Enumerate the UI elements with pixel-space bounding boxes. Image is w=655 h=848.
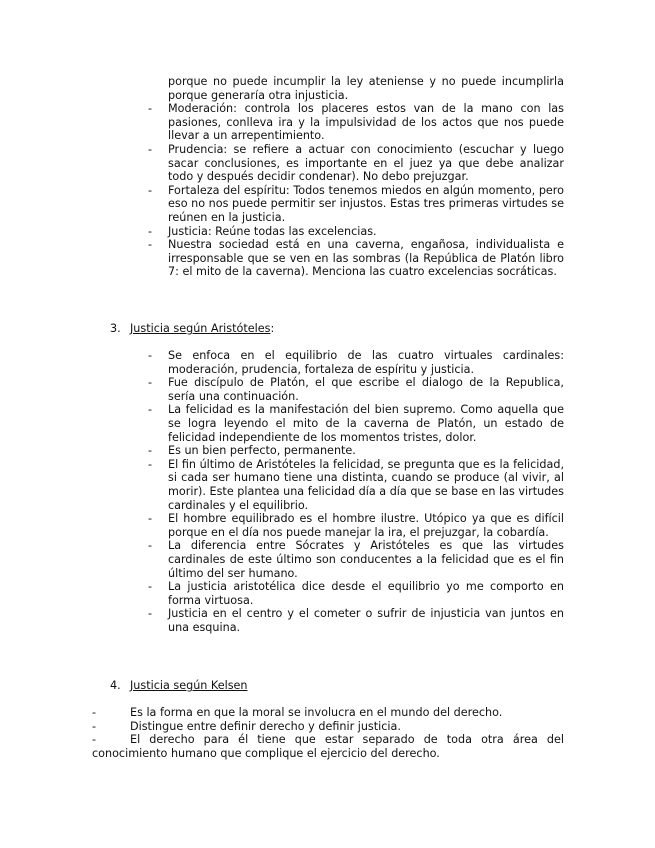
section-4-heading (110, 679, 248, 693)
section-2-list (148, 75, 564, 279)
bullet: - (148, 142, 153, 156)
section-3-heading (110, 322, 274, 336)
list-item (148, 183, 564, 225)
list-item (148, 580, 564, 607)
item-text: La diferencia entre Sócrates y Aristóteles es que las virtudes cardinales de este último son conducentes a la felicidad que es el fin último del ser humano. (168, 539, 564, 580)
bullet: - (148, 224, 153, 238)
list-item (148, 224, 564, 239)
bullet: - (148, 444, 153, 458)
bullet: - (92, 706, 97, 719)
list-item (148, 349, 564, 376)
section-4-list (92, 706, 564, 760)
list-item (148, 457, 564, 512)
item-text: Es la forma en que la moral se involucra en el mundo del derecho. (130, 706, 503, 719)
bullet: - (148, 349, 153, 362)
bullet: - (148, 183, 153, 197)
section-title: Justicia según Aristóteles (130, 322, 271, 335)
item-text: Justicia: Reúne todas las excelencias. (168, 224, 377, 238)
list-item (148, 512, 564, 539)
item-text: Prudencia: se refiere a actuar con conocimiento (escuchar y luego sacar conclusiones, es importante en el juez ya que debe analizar todo y después decidir condenar). No debo prejuzgar. (168, 142, 564, 184)
section-3-list (148, 349, 564, 634)
bullet: - (148, 607, 153, 621)
list-item (148, 102, 564, 143)
bullet: - (92, 719, 97, 733)
section-number: 3. (110, 322, 121, 335)
bullet: - (148, 376, 153, 390)
list-item (92, 720, 564, 734)
bullet: - (148, 512, 153, 526)
bullet: - (92, 733, 97, 747)
list-item (148, 539, 564, 580)
bullet: - (148, 102, 153, 116)
bullet: - (148, 457, 153, 471)
section-number: 4. (110, 679, 121, 692)
bullet: - (148, 238, 153, 252)
item-text: Se enfoca en el equilibrio de las cuatro virtuales cardinales: moderación, prudencia, fortaleza de espíritu y justicia. (168, 349, 564, 376)
item-text: Justicia en el centro y el cometer o sufrir de injusticia van juntos en una esquina. (168, 607, 564, 634)
item-text: El fin último de Aristóteles la felicidad, se pregunta que es la felicidad, si cada ser humano tiene una distinta, cuando se produce (al vivir, al morir). Este plantea una felicidad día a día que se base en las virtudes cardinales y el equilibrio. (168, 457, 564, 512)
list-item (148, 607, 564, 634)
list-item (148, 376, 564, 403)
item-text: Fue discípulo de Platón, el que escribe el dialogo de la Republica, sería una continuación. (168, 376, 564, 403)
item-text: Es un bien perfecto, permanente. (168, 444, 356, 458)
section-title: Justicia según Kelsen (130, 679, 248, 692)
list-item (148, 403, 564, 444)
item-text: La justicia aristotélica dice desde el equilibrio yo me comporto en forma virtuosa. (168, 580, 564, 607)
list-item (92, 706, 564, 720)
bullet: - (148, 539, 153, 553)
item-text: La felicidad es la manifestación del bien supremo. Como aquella que se logra leyendo el mito de la caverna de Platón, un estado de felicidad independiente de los momentos tristes, dolor. (168, 403, 564, 444)
item-text: Moderación: controla los placeres estos van de la mano con las pasiones, conlleva ira y la impulsividad de los actos que nos puede llevar a un arrepentimiento. (168, 102, 564, 143)
item-text: El hombre equilibrado es el hombre ilustre. Utópico ya que es difícil porque en el día nos puede manejar la ira, el prejuzgar, la cobardía. (168, 512, 564, 539)
section-title-suffix: : (270, 322, 275, 335)
list-item (148, 142, 564, 184)
item-text: Nuestra sociedad está en una caverna, engañosa, individualista e irresponsable que se ven en las sombras (la República de Platón libro 7: el mito de la caverna). Menciona las cuatro excelencias socráticas. (168, 238, 564, 279)
bullet: - (148, 580, 153, 594)
bullet: - (148, 403, 153, 417)
list-item (92, 733, 564, 760)
item-text: El derecho para él tiene que estar separado de toda otra área del conocimiento humano que complique el ejercicio del derecho. (92, 733, 564, 760)
continuation-text: porque no puede incumplir la ley ateniense y no puede incumplirla porque generaría otra injusticia. (168, 75, 564, 102)
item-text: Fortaleza del espíritu: Todos tenemos miedos en algún momento, pero eso no nos puede permitir ser injustos. Estas tres primeras virtudes se reúnen en la justicia. (168, 183, 564, 224)
list-item (148, 444, 564, 458)
list-item (148, 238, 564, 279)
item-text: Distingue entre definir derecho y definir justicia. (130, 719, 401, 733)
